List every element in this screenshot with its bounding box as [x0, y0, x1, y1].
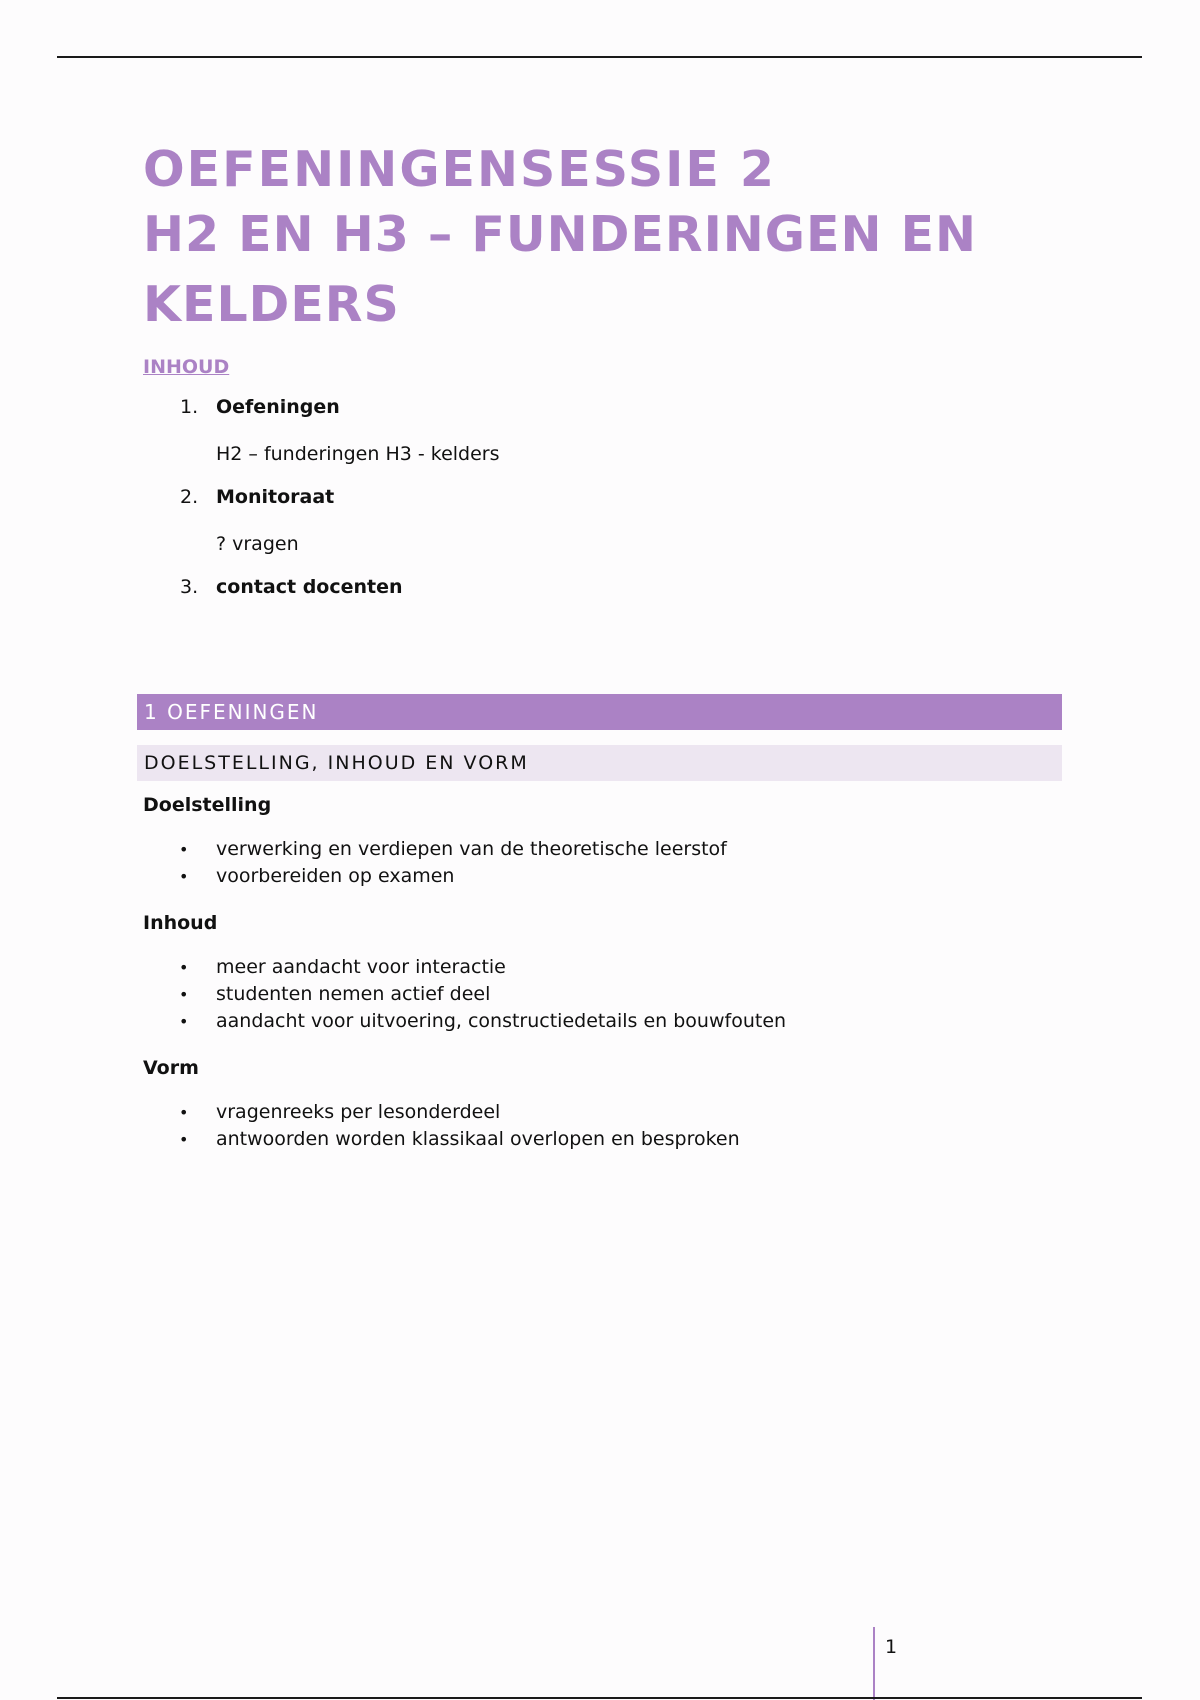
toc-item-number: 1.: [180, 396, 199, 418]
toc-item-label: contact docenten: [216, 576, 403, 598]
bullet-icon: •: [179, 1130, 189, 1149]
list-item: [143, 981, 1043, 1008]
list-item-text: aandacht voor uitvoering, constructiedetails en bouwfouten: [216, 1010, 787, 1032]
bullet-icon: •: [179, 1103, 189, 1122]
section-heading-oefeningen: 1 OEFENINGEN: [137, 694, 1062, 730]
group-title: Doelstelling: [143, 794, 272, 816]
toc-item-oefeningen: [143, 392, 1063, 469]
header-rule: [57, 56, 1142, 58]
document-subtitle: H2 EN H3 – FUNDERINGEN EN KELDERS: [143, 206, 978, 333]
toc-item-contact-docenten: [143, 572, 1063, 602]
toc-item-description: ? vragen: [216, 533, 299, 555]
bullet-icon: •: [179, 985, 189, 1004]
list-item: [143, 836, 1043, 863]
title-block: [143, 140, 1063, 602]
bullet-icon: •: [179, 1012, 189, 1031]
list-item: [143, 1099, 1043, 1126]
toc-item-number: 3.: [180, 576, 199, 598]
group-vorm: [143, 1053, 1043, 1153]
footer-divider: [873, 1627, 875, 1700]
document-title: OEFENINGENSESSIE 2: [143, 141, 777, 198]
list-item-text: studenten nemen actief deel: [216, 983, 491, 1005]
list-item-text: meer aandacht voor interactie: [216, 956, 506, 978]
toc-heading[interactable]: INHOUD: [143, 356, 230, 378]
list-item: [143, 1126, 1043, 1153]
footer-rule: [57, 1697, 1142, 1699]
list-item: [143, 954, 1043, 981]
toc-item-description: H2 – funderingen H3 - kelders: [216, 443, 500, 465]
group-inhoud: [143, 908, 1043, 1035]
bullet-list: [143, 1099, 1043, 1153]
bullet-icon: •: [179, 840, 189, 859]
list-item-text: verwerking en verdiepen van de theoretische leerstof: [216, 838, 727, 860]
section-subheading: DOELSTELLING, INHOUD EN VORM: [137, 745, 1062, 781]
bullet-list: [143, 836, 1043, 890]
group-doelstelling: [143, 790, 1043, 890]
toc-item-label: Monitoraat: [216, 486, 335, 508]
toc-item-monitoraat: [143, 482, 1063, 559]
bullet-icon: •: [179, 867, 189, 886]
section-body: [143, 790, 1043, 1171]
list-item: [143, 863, 1043, 890]
toc-list: [143, 392, 1063, 602]
group-title: Vorm: [143, 1057, 199, 1079]
page-number: 1: [885, 1636, 898, 1658]
toc-item-label: Oefeningen: [216, 396, 340, 418]
group-title: Inhoud: [143, 912, 218, 934]
list-item-text: voorbereiden op examen: [216, 865, 455, 887]
bullet-list: [143, 954, 1043, 1035]
toc-item-number: 2.: [180, 486, 199, 508]
list-item: [143, 1008, 1043, 1035]
bullet-icon: •: [179, 958, 189, 977]
list-item-text: antwoorden worden klassikaal overlopen en besproken: [216, 1128, 740, 1150]
list-item-text: vragenreeks per lesonderdeel: [216, 1101, 501, 1123]
